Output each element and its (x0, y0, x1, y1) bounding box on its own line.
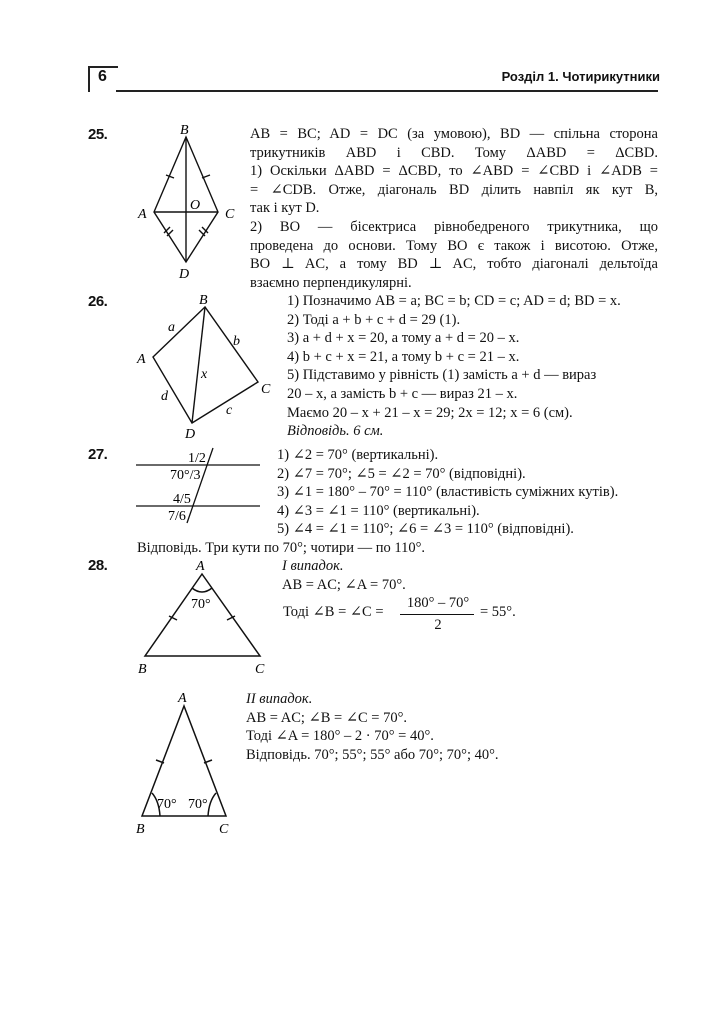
problem-27-text (277, 446, 667, 539)
p27-line: 3) ∠1 = 180° – 70° = 110° (властивість суміжних кутів). (277, 484, 619, 501)
problem-25-number: 25. (88, 126, 108, 143)
angle-labels-70-3: 70°/3 (170, 468, 201, 483)
label-b: B (136, 822, 145, 837)
isosceles-triangle-case2 (130, 688, 240, 838)
label-a: A (138, 207, 147, 222)
label-side-b: b (233, 334, 240, 349)
problem-27-number: 27. (88, 446, 108, 463)
label-b: B (180, 123, 189, 138)
fraction-denominator: 2 (434, 617, 442, 633)
p26-line: 20 – x, а замість b + c — вираз 21 – x. (287, 385, 518, 402)
p25-line: AB = BC; AD = DC (за умовою), BD — спільна сторона (250, 126, 658, 142)
p28-case2-line: Тоді ∠A = 180° – 2 · 70° = 40°. (246, 728, 434, 745)
quadrilateral-figure (130, 290, 280, 440)
angle-b-value: 70° (157, 797, 177, 812)
p27-line: 4) ∠3 = ∠1 = 110° (вертикальні). (277, 502, 480, 519)
problem-25-text (250, 125, 658, 292)
label-a: A (196, 559, 205, 574)
angle-labels-1-2: 1/2 (188, 451, 206, 466)
section-title: Розділ 1. Чотирикутники (501, 69, 660, 84)
angle-labels-4-5: 4/5 (173, 492, 191, 507)
p25-line: трикутників ABD і CBD. Тому ΔABD = ΔCBD. (250, 144, 658, 161)
fraction-bar (400, 614, 474, 615)
p28-case2-title: II випадок. (246, 691, 313, 707)
label-c: C (225, 207, 235, 222)
triangle-outline (145, 574, 260, 656)
isosceles-triangle-case1 (130, 556, 280, 681)
p25-line: BO ⊥ AC, а тому BD ⊥ AC, тобто діагоналі дельтоїда (250, 256, 658, 273)
angle-labels-7-6: 7/6 (168, 509, 186, 524)
label-a: A (137, 352, 146, 367)
label-c: C (255, 662, 265, 677)
problem-28-number: 28. (88, 557, 108, 574)
label-c: C (219, 822, 229, 837)
p26-line: 2) Тоді a + b + c + d = 29 (1). (287, 311, 461, 328)
p27-line: 2) ∠7 = 70°; ∠5 = ∠2 = 70° (відповідні). (277, 465, 526, 482)
page-number: 6 (98, 68, 107, 85)
p26-answer: Відповідь. 6 см. (287, 423, 384, 440)
label-d: D (179, 267, 190, 282)
p28-case2 (246, 690, 646, 764)
label-side-d: d (161, 389, 168, 404)
p28-case1-line1: AB = AC; ∠A = 70°. (282, 576, 406, 593)
label-o: O (190, 198, 201, 213)
p25-line: = ∠CDB. Отже, діагональ BD ділить навпіл як кут B, (250, 181, 658, 198)
p26-line: Маємо 20 – x + 21 – x = 29; 2x = 12; x = 6 (см). (287, 404, 573, 421)
label-b: B (138, 662, 147, 677)
p27-line: 5) ∠4 = ∠1 = 110°; ∠6 = ∠3 = 110° (відповідні). (277, 521, 574, 538)
p28-case1-prefix: Тоді ∠B = ∠C = (283, 604, 384, 620)
p25-line: проведена до основи. Тому BO є також і висотою. Отже, (250, 237, 658, 254)
triangle-outline (142, 706, 226, 816)
apex-angle-arc (192, 588, 212, 592)
p25-line: 2) BO — бісектриса рівнобедреного трикутника, що (250, 218, 658, 235)
diagonal-bd (192, 307, 205, 423)
p26-line: 4) b + c + x = 21, а тому b + c = 21 – x. (287, 348, 520, 365)
label-a: A (178, 691, 187, 706)
p28-case1 (282, 557, 582, 594)
p28-answer: Відповідь. 70°; 55°; 55° або 70°; 70°; 40°. (246, 746, 499, 763)
apex-angle-value: 70° (191, 597, 211, 612)
parallel-lines-figure (130, 445, 270, 525)
label-side-a: a (168, 320, 175, 335)
kite-figure (130, 120, 250, 285)
p25-line: взаємно перпендикулярні. (250, 274, 412, 291)
p27-line: 1) ∠2 = 70° (вертикальні). (277, 447, 439, 463)
fraction-numerator: 180° – 70° (406, 595, 470, 611)
label-c: C (261, 382, 271, 397)
p26-line: 3) a + d + x = 20, а тому a + d = 20 – x. (287, 330, 520, 347)
p26-line: 5) Підставимо у рівність (1) замість a + d — вираз (287, 367, 597, 384)
p25-line: 1) Оскільки ΔABD = ΔCBD, то ∠ABD = ∠CBD і ∠ADB = (250, 163, 658, 180)
problem-26-text (287, 292, 667, 441)
p25-line: так і кут D. (250, 200, 320, 217)
header-rule (116, 90, 658, 92)
p26-line: 1) Позначимо AB = a; BC = b; CD = c; AD = d; BD = x. (287, 293, 621, 309)
p28-case1-title: I випадок. (282, 558, 344, 574)
label-d: D (185, 427, 196, 442)
p27-answer: Відповідь. Три кути по 70°; чотири — по 110°. (137, 540, 426, 556)
angle-c-value: 70° (188, 797, 208, 812)
label-diagonal-x: x (201, 367, 208, 382)
p28-case2-line: AB = AC; ∠B = ∠C = 70°. (246, 709, 407, 726)
base-angle-arc-c (208, 793, 216, 816)
label-b: B (199, 293, 208, 308)
label-side-c: c (226, 403, 233, 418)
p28-case1-result: = 55°. (480, 604, 516, 620)
problem-26-number: 26. (88, 293, 108, 310)
